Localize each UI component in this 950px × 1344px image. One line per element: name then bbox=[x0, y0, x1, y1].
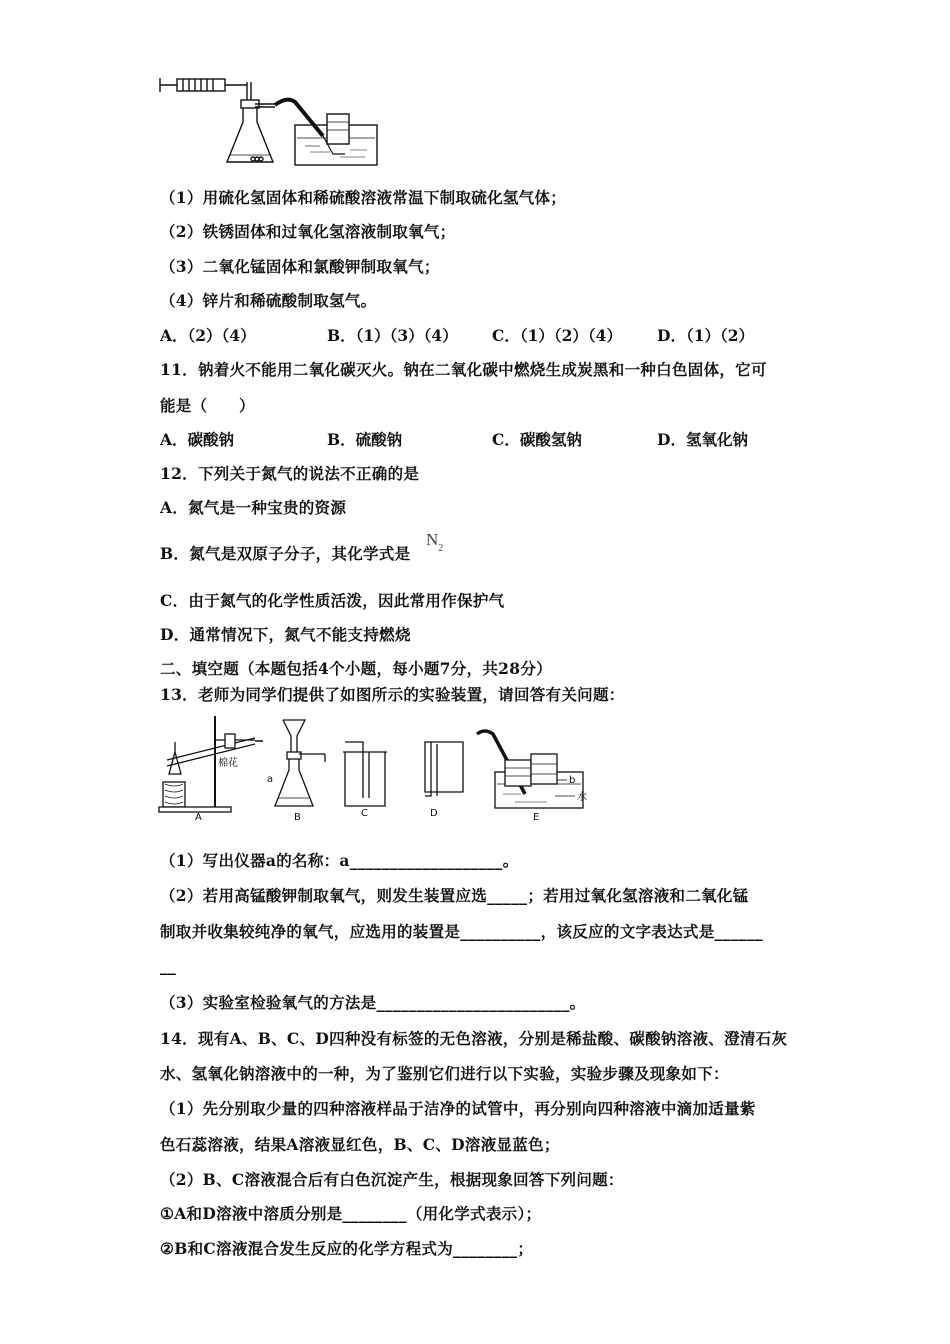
water-trough-icon bbox=[295, 114, 377, 165]
formula-main: N bbox=[426, 530, 439, 549]
q14-part1-line2: 色石蕊溶液，结果A溶液显红色，B、C、D溶液显蓝色； bbox=[160, 1135, 560, 1154]
label-A: A bbox=[195, 812, 202, 823]
q12-option-c: C．由于氮气的化学性质活泼，因此常用作保护气 bbox=[160, 591, 505, 610]
apparatus-a bbox=[159, 716, 263, 812]
q14-sub1: ①A和D溶液中溶质分别是________（用化学式表示）； bbox=[160, 1204, 542, 1223]
q10-item-1: （1）用硫化氢固体和稀硫酸溶液常温下制取硫化氢气体； bbox=[160, 188, 567, 207]
apparatus-e bbox=[477, 731, 583, 808]
apparatus-c bbox=[343, 742, 387, 806]
q13-part2-line2: 制取并收集较纯净的氧气，应选用的装置是__________，该反应的文字表达式是______ bbox=[160, 922, 763, 941]
q13-apparatus-figure bbox=[155, 712, 615, 822]
q12-option-d: D．通常情况下，氮气不能支持燃烧 bbox=[160, 625, 411, 644]
q12-option-b: B．氮气是双原子分子，其化学式是 bbox=[160, 544, 411, 563]
q10-option-b: B．（1）（3）（4） bbox=[327, 326, 458, 345]
apparatus-b bbox=[275, 720, 325, 806]
rubber-tube bbox=[275, 100, 323, 136]
label-D: D bbox=[430, 808, 438, 819]
q10-option-d: D．（1）（2） bbox=[657, 326, 755, 345]
q11-stem-line2: 能是（ ） bbox=[160, 396, 255, 415]
q10-item-3: （3）二氧化锰固体和氯酸钾制取氧气； bbox=[160, 257, 440, 276]
q11-option-c: C．碳酸氢钠 bbox=[492, 430, 582, 449]
q13-part2-line3: __ bbox=[160, 956, 177, 975]
q14-stem-line1: 14．现有A、B、C、D四种没有标签的无色溶液，分别是稀盐酸、碳酸钠溶液、澄清石灰 bbox=[160, 1029, 788, 1048]
q12-stem: 12．下列关于氮气的说法不正确的是 bbox=[160, 464, 420, 483]
label-B: B bbox=[294, 812, 301, 823]
q14-part1-line1: （1）先分别取少量的四种溶液样品于洁净的试管中，再分别向四种溶液中滴加适量紫 bbox=[160, 1099, 756, 1118]
syringe-icon bbox=[160, 78, 251, 100]
q10-item-2: （2）铁锈固体和过氧化氢溶液制取氧气； bbox=[160, 222, 456, 241]
label-E: E bbox=[533, 812, 540, 823]
q11-stem-line1: 11．钠着火不能用二氧化碳灭火。钠在二氧化碳中燃烧生成炭黑和一种白色固体，它可 bbox=[160, 360, 767, 379]
formula-subscript: 2 bbox=[438, 543, 444, 554]
n2-formula bbox=[426, 530, 444, 554]
q14-part2: （2）B、C溶液混合后有白色沉淀产生，根据现象回答下列问题： bbox=[160, 1170, 624, 1189]
q13-part3: （3）实验室检验氧气的方法是________________________。 bbox=[160, 993, 586, 1012]
section2-heading: 二、填空题（本题包括4个小题，每小题7分，共28分） bbox=[160, 659, 552, 678]
label-a-instrument: a bbox=[267, 774, 274, 785]
apparatus-d bbox=[425, 742, 463, 796]
conical-flask-icon bbox=[227, 100, 277, 162]
label-b: b bbox=[569, 775, 576, 786]
q13-stem: 13．老师为同学们提供了如图所示的实验装置，请回答有关问题： bbox=[160, 685, 625, 704]
q13-part1: （1）写出仪器a的名称：a___________________。 bbox=[160, 851, 519, 870]
q11-option-d: D．氢氧化钠 bbox=[657, 430, 748, 449]
q14-stem-line2: 水、氢氧化钠溶液中的一种，为了鉴别它们进行以下实验，实验步骤及现象如下： bbox=[160, 1064, 729, 1083]
q10-option-a: A．（2）（4） bbox=[160, 326, 256, 345]
cotton-label: 棉花 bbox=[218, 758, 238, 769]
q11-option-a: A．碳酸钠 bbox=[160, 430, 235, 449]
q10-item-4: （4）锌片和稀硫酸制取氢气。 bbox=[160, 291, 377, 310]
q14-sub2: ②B和C溶液混合发生反应的化学方程式为________； bbox=[160, 1239, 534, 1258]
q10-apparatus-figure bbox=[155, 70, 385, 175]
label-water: 水 bbox=[577, 792, 587, 803]
q12-option-a: A．氮气是一种宝贵的资源 bbox=[160, 498, 347, 517]
q11-option-b: B．硫酸钠 bbox=[327, 430, 403, 449]
q10-option-c: C．（1）（2）（4） bbox=[492, 326, 622, 345]
label-C: C bbox=[361, 808, 368, 819]
q13-part2-line1: （2）若用高锰酸钾制取氧气，则发生装置应选_____；若用过氧化氢溶液和二氧化锰 bbox=[160, 886, 749, 905]
